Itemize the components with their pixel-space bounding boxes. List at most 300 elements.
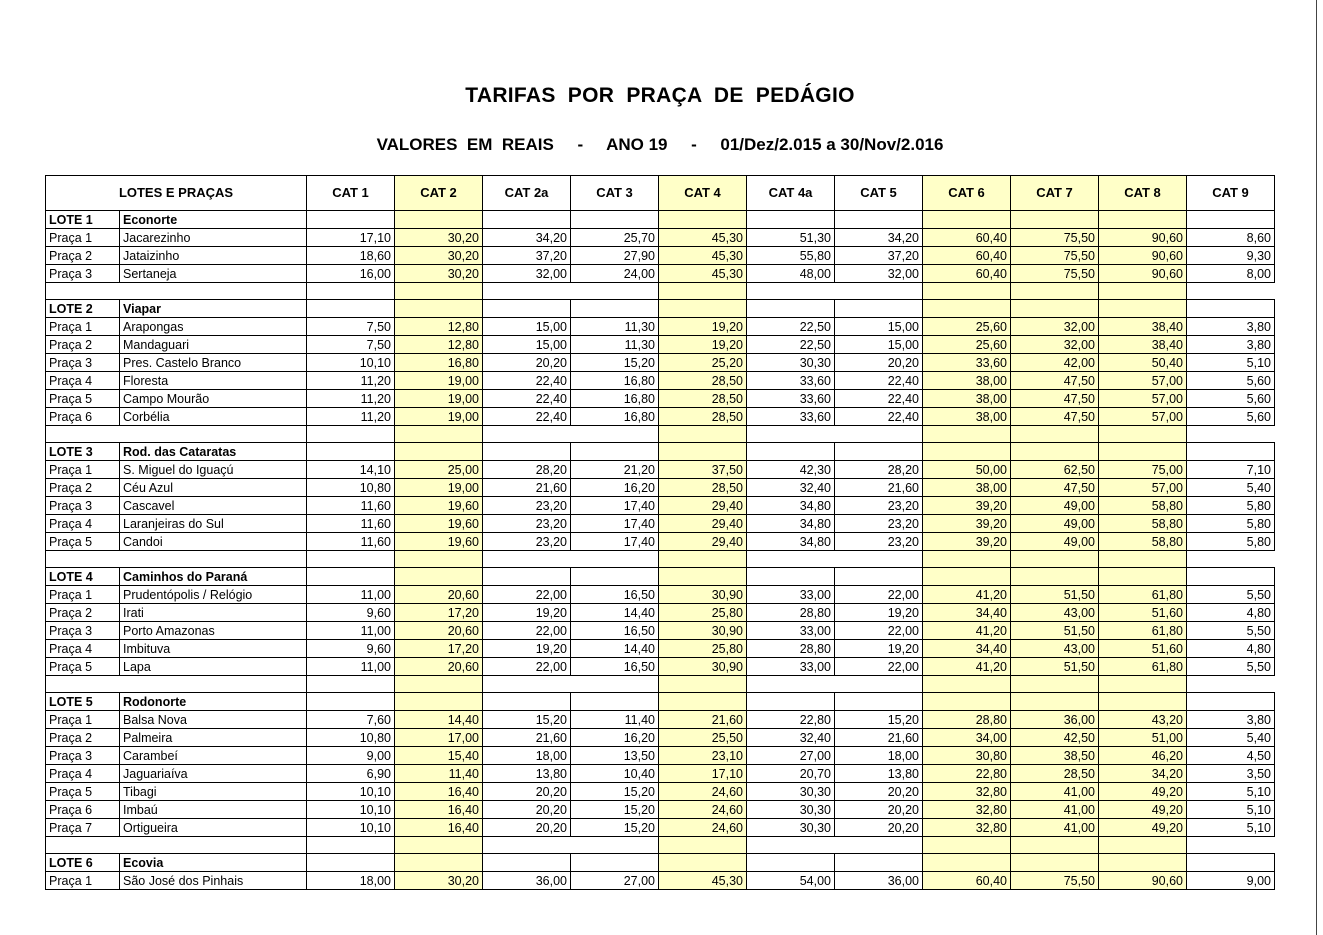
lote-name: Ecovia	[120, 854, 307, 872]
spacer-cell	[923, 426, 1011, 443]
praca-label: Praça 3	[46, 497, 120, 515]
lote-row	[46, 300, 1275, 318]
tariff-value: 23,20	[835, 533, 923, 551]
tariff-value: 39,20	[923, 497, 1011, 515]
empty-cell	[1187, 300, 1275, 318]
tariff-value: 32,00	[1011, 318, 1099, 336]
tariff-value: 20,20	[483, 783, 571, 801]
tariff-value: 16,40	[395, 819, 483, 837]
praca-name: Mandaguari	[120, 336, 307, 354]
praca-label: Praça 6	[46, 801, 120, 819]
empty-cell	[483, 854, 571, 872]
empty-cell	[307, 300, 395, 318]
lote-name: Econorte	[120, 211, 307, 229]
tariff-value: 32,80	[923, 801, 1011, 819]
tariff-value: 14,40	[395, 711, 483, 729]
tariff-value: 10,10	[307, 801, 395, 819]
tariff-value: 4,80	[1187, 640, 1275, 658]
lote-row	[46, 211, 1275, 229]
header-cat-3: CAT 3	[571, 176, 659, 211]
tariff-value: 22,40	[835, 408, 923, 426]
tariff-value: 7,50	[307, 336, 395, 354]
tariff-value: 17,10	[307, 229, 395, 247]
header-cat-1: CAT 1	[307, 176, 395, 211]
praca-name: Candoi	[120, 533, 307, 551]
tariff-value: 23,20	[483, 515, 571, 533]
tariff-value: 61,80	[1099, 658, 1187, 676]
praca-name: Porto Amazonas	[120, 622, 307, 640]
tariff-value: 24,60	[659, 783, 747, 801]
tariff-value: 20,20	[835, 354, 923, 372]
praca-label: Praça 6	[46, 408, 120, 426]
tariff-value: 30,90	[659, 622, 747, 640]
empty-cell	[659, 854, 747, 872]
empty-cell	[571, 854, 659, 872]
tariff-value: 75,50	[1011, 265, 1099, 283]
spacer-cell	[923, 837, 1011, 854]
tariff-value: 27,90	[571, 247, 659, 265]
tariff-value: 5,10	[1187, 801, 1275, 819]
tariff-value: 16,80	[571, 372, 659, 390]
spacer-row	[46, 551, 1275, 568]
tariff-value: 33,60	[747, 408, 835, 426]
praca-row	[46, 872, 1275, 890]
tariff-value: 42,50	[1011, 729, 1099, 747]
tariff-value: 20,20	[483, 819, 571, 837]
praca-label: Praça 2	[46, 247, 120, 265]
tariff-value: 11,00	[307, 622, 395, 640]
spacer-cell	[307, 676, 395, 693]
spacer-cell	[659, 426, 747, 443]
tariff-value: 51,50	[1011, 658, 1099, 676]
tariff-value: 21,60	[659, 711, 747, 729]
tariff-value: 22,40	[483, 372, 571, 390]
praca-label: Praça 2	[46, 729, 120, 747]
empty-cell	[1099, 300, 1187, 318]
empty-cell	[659, 211, 747, 229]
praca-row	[46, 783, 1275, 801]
spacer-cell	[1011, 837, 1099, 854]
tariff-value: 22,40	[483, 390, 571, 408]
tariff-value: 3,80	[1187, 711, 1275, 729]
tariff-value: 30,20	[395, 872, 483, 890]
empty-cell	[1187, 854, 1275, 872]
tariff-value: 22,40	[835, 372, 923, 390]
header-cat-2: CAT 2	[395, 176, 483, 211]
spacer-cell	[747, 837, 835, 854]
tariff-value: 32,00	[483, 265, 571, 283]
tariff-value: 22,00	[483, 586, 571, 604]
tariff-value: 62,50	[1011, 461, 1099, 479]
tariff-value: 55,80	[747, 247, 835, 265]
empty-cell	[747, 854, 835, 872]
praca-row	[46, 819, 1275, 837]
tariff-value: 19,00	[395, 408, 483, 426]
tariff-value: 28,50	[1011, 765, 1099, 783]
tariff-value: 19,00	[395, 479, 483, 497]
tariff-value: 14,40	[571, 640, 659, 658]
spacer-cell	[307, 283, 395, 300]
empty-cell	[1099, 693, 1187, 711]
spacer-cell	[747, 283, 835, 300]
tariff-value: 34,80	[747, 497, 835, 515]
tariff-value: 38,00	[923, 479, 1011, 497]
tariff-value: 21,60	[483, 729, 571, 747]
praca-row	[46, 372, 1275, 390]
tariff-value: 50,40	[1099, 354, 1187, 372]
tariff-value: 13,50	[571, 747, 659, 765]
tariff-value: 30,30	[747, 354, 835, 372]
tariff-value: 16,00	[307, 265, 395, 283]
tariff-value: 34,80	[747, 515, 835, 533]
praca-label: Praça 5	[46, 390, 120, 408]
tariff-value: 17,20	[395, 640, 483, 658]
tariff-value: 57,00	[1099, 408, 1187, 426]
praca-label: Praça 1	[46, 229, 120, 247]
header-cat-4: CAT 4	[659, 176, 747, 211]
empty-cell	[395, 854, 483, 872]
praca-label: Praça 5	[46, 658, 120, 676]
tariff-value: 16,50	[571, 658, 659, 676]
praca-name: Corbélia	[120, 408, 307, 426]
tariff-value: 18,00	[483, 747, 571, 765]
tariff-value: 33,00	[747, 658, 835, 676]
tariff-value: 32,00	[1011, 336, 1099, 354]
spacer-cell	[46, 283, 307, 300]
tariff-value: 60,40	[923, 872, 1011, 890]
empty-cell	[1099, 211, 1187, 229]
tariff-value: 28,80	[747, 640, 835, 658]
praca-name: Jacarezinho	[120, 229, 307, 247]
praca-name: Campo Mourão	[120, 390, 307, 408]
praca-name: Imbaú	[120, 801, 307, 819]
spacer-cell	[1187, 837, 1275, 854]
empty-cell	[571, 300, 659, 318]
tariff-value: 41,20	[923, 658, 1011, 676]
tariff-value: 49,20	[1099, 819, 1187, 837]
spacer-cell	[571, 676, 659, 693]
tariff-value: 11,20	[307, 408, 395, 426]
empty-cell	[483, 443, 571, 461]
tariff-value: 25,60	[923, 318, 1011, 336]
praca-row	[46, 604, 1275, 622]
tariff-value: 43,00	[1011, 640, 1099, 658]
empty-cell	[747, 568, 835, 586]
tariff-value: 45,30	[659, 229, 747, 247]
empty-cell	[659, 300, 747, 318]
tariff-value: 13,80	[835, 765, 923, 783]
praca-label: Praça 5	[46, 783, 120, 801]
empty-cell	[1187, 693, 1275, 711]
tariff-value: 38,00	[923, 390, 1011, 408]
empty-cell	[923, 211, 1011, 229]
tariff-value: 3,80	[1187, 336, 1275, 354]
tariff-value: 41,00	[1011, 819, 1099, 837]
spacer-cell	[1187, 676, 1275, 693]
tariff-value: 15,20	[835, 711, 923, 729]
tariff-value: 38,50	[1011, 747, 1099, 765]
tariff-value: 17,10	[659, 765, 747, 783]
lote-label: LOTE 2	[46, 300, 120, 318]
praca-name: Sertaneja	[120, 265, 307, 283]
tariff-value: 5,10	[1187, 783, 1275, 801]
lote-label: LOTE 6	[46, 854, 120, 872]
tariff-value: 11,40	[395, 765, 483, 783]
tariff-value: 7,50	[307, 318, 395, 336]
lote-row	[46, 568, 1275, 586]
praca-label: Praça 3	[46, 354, 120, 372]
header-cat-7: CAT 7	[1011, 176, 1099, 211]
tariff-value: 36,00	[835, 872, 923, 890]
tariff-value: 39,20	[923, 533, 1011, 551]
tariff-value: 5,10	[1187, 354, 1275, 372]
spacer-cell	[1099, 426, 1187, 443]
tariff-value: 21,60	[835, 729, 923, 747]
empty-cell	[1187, 443, 1275, 461]
spacer-cell	[395, 837, 483, 854]
tariff-value: 60,40	[923, 247, 1011, 265]
tariff-value: 17,20	[395, 604, 483, 622]
spacer-row	[46, 837, 1275, 854]
tariff-value: 11,20	[307, 372, 395, 390]
tariff-value: 15,00	[835, 336, 923, 354]
tariff-value: 33,00	[747, 622, 835, 640]
tariff-value: 32,00	[835, 265, 923, 283]
spacer-cell	[395, 551, 483, 568]
spacer-cell	[395, 283, 483, 300]
tariff-value: 5,60	[1187, 408, 1275, 426]
tariff-value: 10,40	[571, 765, 659, 783]
tariff-value: 34,20	[1099, 765, 1187, 783]
spacer-cell	[307, 837, 395, 854]
tariff-value: 22,00	[483, 622, 571, 640]
tariff-value: 17,00	[395, 729, 483, 747]
tariff-value: 5,80	[1187, 515, 1275, 533]
spacer-cell	[1011, 551, 1099, 568]
empty-cell	[923, 568, 1011, 586]
tariff-value: 19,60	[395, 515, 483, 533]
empty-cell	[747, 300, 835, 318]
tariff-value: 9,00	[307, 747, 395, 765]
praca-row	[46, 318, 1275, 336]
tariff-value: 29,40	[659, 515, 747, 533]
tariff-value: 5,50	[1187, 658, 1275, 676]
praca-name: Irati	[120, 604, 307, 622]
tariff-value: 61,80	[1099, 622, 1187, 640]
tariff-value: 30,80	[923, 747, 1011, 765]
tariff-value: 47,50	[1011, 479, 1099, 497]
empty-cell	[571, 211, 659, 229]
spacer-cell	[46, 676, 307, 693]
tariff-value: 34,00	[923, 729, 1011, 747]
tariff-value: 49,20	[1099, 801, 1187, 819]
tariff-value: 22,00	[835, 586, 923, 604]
praca-row	[46, 640, 1275, 658]
tariff-value: 45,30	[659, 265, 747, 283]
tariff-value: 22,00	[835, 622, 923, 640]
tariff-value: 11,30	[571, 336, 659, 354]
lote-row	[46, 693, 1275, 711]
tariff-value: 15,40	[395, 747, 483, 765]
tariff-value: 25,00	[395, 461, 483, 479]
tariff-value: 16,40	[395, 801, 483, 819]
praca-row	[46, 801, 1275, 819]
praca-name: Balsa Nova	[120, 711, 307, 729]
tariff-value: 19,60	[395, 533, 483, 551]
praca-name: Palmeira	[120, 729, 307, 747]
tariff-value: 23,20	[483, 533, 571, 551]
tariff-value: 57,00	[1099, 479, 1187, 497]
tariff-value: 25,80	[659, 604, 747, 622]
empty-cell	[923, 693, 1011, 711]
spacer-cell	[571, 551, 659, 568]
praca-name: Ortigueira	[120, 819, 307, 837]
tariff-value: 49,20	[1099, 783, 1187, 801]
empty-cell	[835, 854, 923, 872]
praca-row	[46, 336, 1275, 354]
tariff-value: 15,20	[571, 801, 659, 819]
tariff-value: 43,20	[1099, 711, 1187, 729]
tariff-value: 49,00	[1011, 515, 1099, 533]
praca-row	[46, 729, 1275, 747]
praca-row	[46, 390, 1275, 408]
tariff-value: 18,00	[835, 747, 923, 765]
tariff-value: 7,60	[307, 711, 395, 729]
praca-name: Tibagi	[120, 783, 307, 801]
tariff-value: 16,20	[571, 729, 659, 747]
tariff-value: 37,20	[483, 247, 571, 265]
tariff-value: 34,20	[835, 229, 923, 247]
page-subtitle: VALORES EM REAIS - ANO 19 - 01/Dez/2.015 a 30/Nov/2.016	[376, 135, 944, 154]
tariff-value: 16,50	[571, 586, 659, 604]
empty-cell	[835, 300, 923, 318]
praca-label: Praça 2	[46, 336, 120, 354]
tariff-value: 25,70	[571, 229, 659, 247]
praca-label: Praça 4	[46, 372, 120, 390]
tariff-value: 17,40	[571, 533, 659, 551]
tariff-value: 11,40	[571, 711, 659, 729]
praca-row	[46, 479, 1275, 497]
tariff-value: 10,10	[307, 783, 395, 801]
tariff-value: 5,50	[1187, 622, 1275, 640]
praca-row	[46, 586, 1275, 604]
tariff-value: 75,00	[1099, 461, 1187, 479]
tariff-value: 10,80	[307, 729, 395, 747]
header-lotes-e-pracas: LOTES E PRAÇAS	[46, 176, 307, 211]
tariff-value: 20,20	[835, 801, 923, 819]
praca-row	[46, 265, 1275, 283]
tariff-value: 20,20	[835, 783, 923, 801]
tariff-value: 5,40	[1187, 479, 1275, 497]
spacer-cell	[483, 676, 571, 693]
lote-row	[46, 854, 1275, 872]
empty-cell	[307, 854, 395, 872]
praca-row	[46, 461, 1275, 479]
tariff-value: 15,00	[835, 318, 923, 336]
header-row	[46, 176, 1275, 211]
tariff-value: 11,20	[307, 390, 395, 408]
tariff-value: 20,60	[395, 622, 483, 640]
praca-name: Arapongas	[120, 318, 307, 336]
empty-cell	[1099, 443, 1187, 461]
lote-label: LOTE 4	[46, 568, 120, 586]
tariff-value: 15,20	[571, 783, 659, 801]
empty-cell	[1011, 693, 1099, 711]
tariff-value: 28,80	[923, 711, 1011, 729]
tariff-value: 16,80	[395, 354, 483, 372]
praca-label: Praça 3	[46, 747, 120, 765]
tariff-value: 21,60	[483, 479, 571, 497]
tariff-value: 47,50	[1011, 390, 1099, 408]
praca-row	[46, 515, 1275, 533]
empty-cell	[483, 300, 571, 318]
spacer-cell	[46, 426, 307, 443]
empty-cell	[923, 854, 1011, 872]
empty-cell	[835, 443, 923, 461]
tariff-value: 22,00	[835, 658, 923, 676]
praca-row	[46, 229, 1275, 247]
tariff-value: 14,40	[571, 604, 659, 622]
tariff-value: 41,20	[923, 622, 1011, 640]
praca-row	[46, 354, 1275, 372]
tariff-value: 33,00	[747, 586, 835, 604]
praca-label: Praça 2	[46, 604, 120, 622]
spacer-cell	[1099, 837, 1187, 854]
header-cat-9: CAT 9	[1187, 176, 1275, 211]
spacer-cell	[483, 426, 571, 443]
tariff-value: 15,20	[571, 819, 659, 837]
praca-row	[46, 408, 1275, 426]
header-cat-2a: CAT 2a	[483, 176, 571, 211]
tariff-value: 13,80	[483, 765, 571, 783]
empty-cell	[1011, 568, 1099, 586]
empty-cell	[835, 693, 923, 711]
tariff-value: 27,00	[747, 747, 835, 765]
tariff-value: 24,60	[659, 801, 747, 819]
tariff-value: 28,50	[659, 479, 747, 497]
tariff-value: 41,20	[923, 586, 1011, 604]
tariff-value: 4,80	[1187, 604, 1275, 622]
tariff-value: 30,90	[659, 658, 747, 676]
tariff-value: 22,40	[835, 390, 923, 408]
tariff-value: 21,60	[835, 479, 923, 497]
tariff-value: 75,50	[1011, 872, 1099, 890]
praca-label: Praça 1	[46, 872, 120, 890]
tariff-value: 42,00	[1011, 354, 1099, 372]
spacer-cell	[483, 551, 571, 568]
tariff-value: 22,40	[483, 408, 571, 426]
tariff-value: 24,60	[659, 819, 747, 837]
empty-cell	[307, 568, 395, 586]
lote-name: Viapar	[120, 300, 307, 318]
tariff-value: 30,90	[659, 586, 747, 604]
tariff-table	[45, 175, 1275, 890]
tariff-value: 90,60	[1099, 265, 1187, 283]
tariff-value: 41,00	[1011, 783, 1099, 801]
tariff-value: 4,50	[1187, 747, 1275, 765]
tariff-value: 19,20	[835, 604, 923, 622]
tariff-value: 54,00	[747, 872, 835, 890]
tariff-value: 33,60	[747, 372, 835, 390]
praca-name: Jaguariaíva	[120, 765, 307, 783]
tariff-value: 20,60	[395, 586, 483, 604]
tariff-value: 34,20	[483, 229, 571, 247]
tariff-value: 34,80	[747, 533, 835, 551]
empty-cell	[1011, 854, 1099, 872]
spacer-cell	[747, 426, 835, 443]
tariff-value: 30,30	[747, 819, 835, 837]
spacer-cell	[659, 837, 747, 854]
